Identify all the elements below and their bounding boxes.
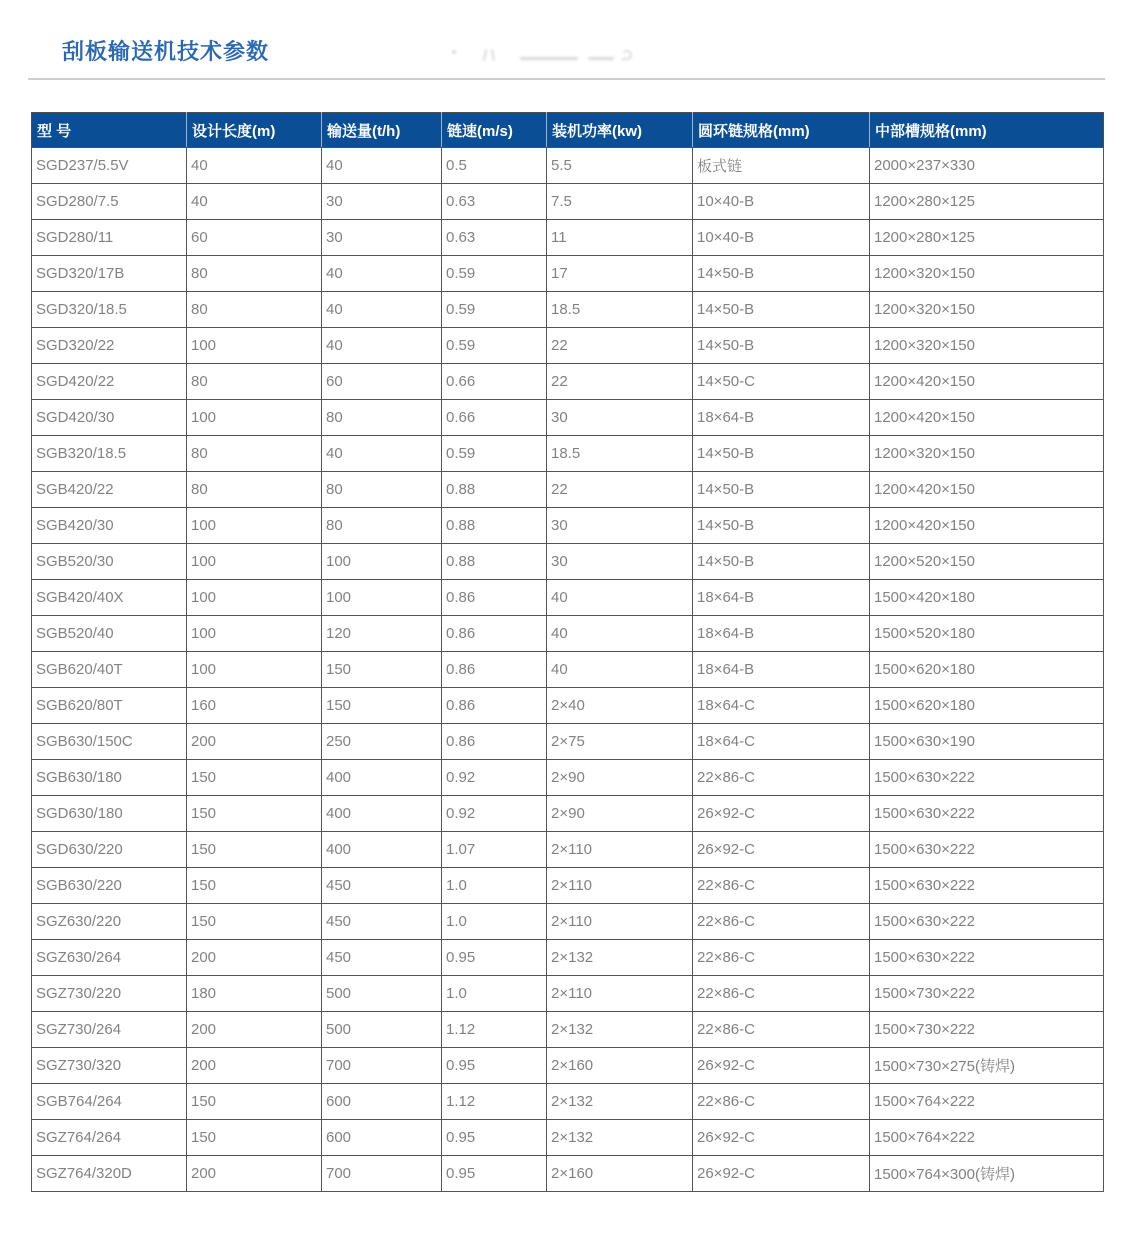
value-cell: 60 <box>187 220 322 256</box>
value-cell: 180 <box>187 976 322 1012</box>
value-cell: 100 <box>187 508 322 544</box>
value-cell: 1200×280×125 <box>870 184 1104 220</box>
value-cell: 1500×630×222 <box>870 796 1104 832</box>
value-cell: 0.86 <box>442 652 547 688</box>
value-cell: 1500×630×222 <box>870 868 1104 904</box>
value-cell: 1200×420×150 <box>870 400 1104 436</box>
value-cell: 22×86-C <box>693 868 870 904</box>
value-cell: 14×50-B <box>693 256 870 292</box>
value-cell: 板式链 <box>693 148 870 184</box>
value-cell: 40 <box>322 256 442 292</box>
value-cell: 60 <box>322 364 442 400</box>
value-cell: 18.5 <box>547 436 693 472</box>
value-cell: 22×86-C <box>693 1084 870 1120</box>
value-cell: 0.92 <box>442 760 547 796</box>
value-cell: 40 <box>547 616 693 652</box>
value-cell: 80 <box>322 508 442 544</box>
table-row <box>32 292 1104 328</box>
value-cell: 1200×320×150 <box>870 292 1104 328</box>
value-cell: 26×92-C <box>693 1048 870 1084</box>
value-cell: 250 <box>322 724 442 760</box>
value-cell: 1500×764×222 <box>870 1120 1104 1156</box>
value-cell: 2×110 <box>547 832 693 868</box>
value-cell: 2×75 <box>547 724 693 760</box>
value-cell: 26×92-C <box>693 832 870 868</box>
value-cell: 1.0 <box>442 868 547 904</box>
value-cell: 80 <box>187 436 322 472</box>
model-cell: SGB620/40T <box>32 652 187 688</box>
value-cell: 22 <box>547 328 693 364</box>
table-row <box>32 328 1104 364</box>
table-row <box>32 868 1104 904</box>
value-cell: 80 <box>187 256 322 292</box>
value-cell: 1500×730×222 <box>870 1012 1104 1048</box>
value-cell: 2×110 <box>547 904 693 940</box>
value-cell: 400 <box>322 832 442 868</box>
value-cell: 120 <box>322 616 442 652</box>
value-cell: 26×92-C <box>693 1120 870 1156</box>
table-row <box>32 1084 1104 1120</box>
value-cell: 0.59 <box>442 328 547 364</box>
value-cell: 100 <box>187 400 322 436</box>
value-cell: 2×110 <box>547 976 693 1012</box>
model-cell: SGB320/18.5 <box>32 436 187 472</box>
value-cell: 30 <box>322 184 442 220</box>
table-row <box>32 220 1104 256</box>
value-cell: 18×64-C <box>693 688 870 724</box>
value-cell: 1500×520×180 <box>870 616 1104 652</box>
value-cell: 14×50-C <box>693 364 870 400</box>
model-cell: SGZ630/220 <box>32 904 187 940</box>
table-row <box>32 940 1104 976</box>
value-cell: 22×86-C <box>693 976 870 1012</box>
value-cell: 10×40-B <box>693 220 870 256</box>
value-cell: 150 <box>322 688 442 724</box>
column-header-4: 装机功率(kw) <box>547 113 693 148</box>
value-cell: 2×40 <box>547 688 693 724</box>
value-cell: 0.59 <box>442 292 547 328</box>
column-header-3: 链速(m/s) <box>442 113 547 148</box>
value-cell: 2×132 <box>547 1120 693 1156</box>
value-cell: 1.12 <box>442 1084 547 1120</box>
value-cell: 0.86 <box>442 724 547 760</box>
model-cell: SGB620/80T <box>32 688 187 724</box>
value-cell: 2×160 <box>547 1048 693 1084</box>
value-cell: 1200×320×150 <box>870 436 1104 472</box>
value-cell: 1500×630×222 <box>870 832 1104 868</box>
model-cell: SGZ630/264 <box>32 940 187 976</box>
value-cell: 80 <box>322 400 442 436</box>
model-cell: SGD320/22 <box>32 328 187 364</box>
title-divider <box>28 78 1105 80</box>
column-header-0: 型 号 <box>32 113 187 148</box>
value-cell: 0.66 <box>442 400 547 436</box>
column-header-2: 输送量(t/h) <box>322 113 442 148</box>
value-cell: 200 <box>187 724 322 760</box>
value-cell: 40 <box>322 292 442 328</box>
model-cell: SGB630/150C <box>32 724 187 760</box>
value-cell: 0.95 <box>442 1120 547 1156</box>
table-row <box>32 724 1104 760</box>
value-cell: 18×64-C <box>693 724 870 760</box>
value-cell: 18×64-B <box>693 616 870 652</box>
value-cell: 14×50-B <box>693 544 870 580</box>
value-cell: 7.5 <box>547 184 693 220</box>
value-cell: 22×86-C <box>693 1012 870 1048</box>
value-cell: 30 <box>322 220 442 256</box>
value-cell: 1500×630×190 <box>870 724 1104 760</box>
page-title: 刮板输送机技术参数 <box>62 39 270 64</box>
value-cell: 0.59 <box>442 436 547 472</box>
value-cell: 0.59 <box>442 256 547 292</box>
model-cell: SGB520/40 <box>32 616 187 652</box>
spec-table-head <box>32 113 1104 148</box>
column-header-1: 设计长度(m) <box>187 113 322 148</box>
title-bar <box>0 0 1137 78</box>
value-cell: 0.95 <box>442 1048 547 1084</box>
value-cell: 40 <box>322 148 442 184</box>
value-cell: 30 <box>547 508 693 544</box>
model-cell: SGZ730/320 <box>32 1048 187 1084</box>
value-cell: 1.0 <box>442 976 547 1012</box>
spec-table-body <box>32 148 1104 1192</box>
model-cell: SGD630/180 <box>32 796 187 832</box>
value-cell: 1500×730×222 <box>870 976 1104 1012</box>
value-cell: 600 <box>322 1120 442 1156</box>
model-cell: SGZ730/220 <box>32 976 187 1012</box>
model-cell: SGD320/17B <box>32 256 187 292</box>
value-cell: 10×40-B <box>693 184 870 220</box>
value-cell: 1500×730×275(铸焊) <box>870 1048 1104 1084</box>
value-cell: 22 <box>547 472 693 508</box>
table-row <box>32 1156 1104 1192</box>
table-row <box>32 184 1104 220</box>
value-cell: 450 <box>322 904 442 940</box>
value-cell: 30 <box>547 400 693 436</box>
table-row <box>32 400 1104 436</box>
header-row <box>32 113 1104 148</box>
value-cell: 400 <box>322 760 442 796</box>
model-cell: SGD420/22 <box>32 364 187 400</box>
table-row <box>32 148 1104 184</box>
value-cell: 150 <box>322 652 442 688</box>
value-cell: 200 <box>187 1012 322 1048</box>
table-row <box>32 1012 1104 1048</box>
value-cell: 100 <box>187 652 322 688</box>
value-cell: 14×50-B <box>693 508 870 544</box>
value-cell: 100 <box>187 580 322 616</box>
value-cell: 200 <box>187 1048 322 1084</box>
value-cell: 0.95 <box>442 940 547 976</box>
table-row <box>32 472 1104 508</box>
value-cell: 1.07 <box>442 832 547 868</box>
value-cell: 150 <box>187 1084 322 1120</box>
value-cell: 0.63 <box>442 184 547 220</box>
value-cell: 26×92-C <box>693 796 870 832</box>
model-cell: SGZ730/264 <box>32 1012 187 1048</box>
value-cell: 26×92-C <box>693 1156 870 1192</box>
value-cell: 2×132 <box>547 1084 693 1120</box>
table-row <box>32 796 1104 832</box>
value-cell: 14×50-B <box>693 472 870 508</box>
value-cell: 700 <box>322 1156 442 1192</box>
value-cell: 22 <box>547 364 693 400</box>
value-cell: 5.5 <box>547 148 693 184</box>
value-cell: 100 <box>187 616 322 652</box>
table-row <box>32 688 1104 724</box>
column-header-6: 中部槽规格(mm) <box>870 113 1104 148</box>
value-cell: 0.88 <box>442 544 547 580</box>
value-cell: 1500×764×300(铸焊) <box>870 1156 1104 1192</box>
value-cell: 22×86-C <box>693 760 870 796</box>
value-cell: 2×90 <box>547 796 693 832</box>
value-cell: 40 <box>547 652 693 688</box>
value-cell: 40 <box>187 148 322 184</box>
model-cell: SGD420/30 <box>32 400 187 436</box>
value-cell: 11 <box>547 220 693 256</box>
value-cell: 18.5 <box>547 292 693 328</box>
value-cell: 200 <box>187 1156 322 1192</box>
value-cell: 1500×630×222 <box>870 760 1104 796</box>
value-cell: 14×50-B <box>693 328 870 364</box>
table-row <box>32 1048 1104 1084</box>
value-cell: 150 <box>187 796 322 832</box>
value-cell: 0.95 <box>442 1156 547 1192</box>
value-cell: 80 <box>187 364 322 400</box>
model-cell: SGB520/30 <box>32 544 187 580</box>
value-cell: 2×160 <box>547 1156 693 1192</box>
value-cell: 150 <box>187 760 322 796</box>
value-cell: 14×50-B <box>693 436 870 472</box>
value-cell: 150 <box>187 1120 322 1156</box>
value-cell: 500 <box>322 1012 442 1048</box>
value-cell: 2×132 <box>547 940 693 976</box>
spec-table <box>31 112 1104 1192</box>
value-cell: 0.86 <box>442 580 547 616</box>
table-row <box>32 976 1104 1012</box>
value-cell: 1500×620×180 <box>870 652 1104 688</box>
value-cell: 150 <box>187 868 322 904</box>
value-cell: 1500×630×222 <box>870 904 1104 940</box>
table-row <box>32 364 1104 400</box>
value-cell: 1200×320×150 <box>870 256 1104 292</box>
value-cell: 1500×620×180 <box>870 688 1104 724</box>
value-cell: 450 <box>322 868 442 904</box>
table-row <box>32 256 1104 292</box>
value-cell: 1200×280×125 <box>870 220 1104 256</box>
table-row <box>32 616 1104 652</box>
value-cell: 700 <box>322 1048 442 1084</box>
value-cell: 160 <box>187 688 322 724</box>
value-cell: 0.86 <box>442 688 547 724</box>
value-cell: 14×50-B <box>693 292 870 328</box>
value-cell: 1200×420×150 <box>870 508 1104 544</box>
column-header-5: 圆环链规格(mm) <box>693 113 870 148</box>
value-cell: 22×86-C <box>693 940 870 976</box>
value-cell: 40 <box>187 184 322 220</box>
value-cell: 100 <box>322 580 442 616</box>
value-cell: 2000×237×330 <box>870 148 1104 184</box>
table-row <box>32 760 1104 796</box>
value-cell: 500 <box>322 976 442 1012</box>
value-cell: 22×86-C <box>693 904 870 940</box>
model-cell: SGB630/180 <box>32 760 187 796</box>
value-cell: 40 <box>322 436 442 472</box>
table-row <box>32 904 1104 940</box>
value-cell: 40 <box>547 580 693 616</box>
value-cell: 2×110 <box>547 868 693 904</box>
model-cell: SGB764/264 <box>32 1084 187 1120</box>
value-cell: 40 <box>322 328 442 364</box>
value-cell: 0.63 <box>442 220 547 256</box>
value-cell: 1200×420×150 <box>870 364 1104 400</box>
value-cell: 600 <box>322 1084 442 1120</box>
value-cell: 0.86 <box>442 616 547 652</box>
value-cell: 1200×520×150 <box>870 544 1104 580</box>
table-row <box>32 580 1104 616</box>
value-cell: 18×64-B <box>693 400 870 436</box>
table-row <box>32 436 1104 472</box>
value-cell: 80 <box>187 292 322 328</box>
table-row <box>32 652 1104 688</box>
faint-watermark-marks <box>452 46 632 64</box>
value-cell: 1500×764×222 <box>870 1084 1104 1120</box>
value-cell: 450 <box>322 940 442 976</box>
value-cell: 2×90 <box>547 760 693 796</box>
value-cell: 1.12 <box>442 1012 547 1048</box>
value-cell: 400 <box>322 796 442 832</box>
model-cell: SGB630/220 <box>32 868 187 904</box>
value-cell: 2×132 <box>547 1012 693 1048</box>
value-cell: 0.88 <box>442 472 547 508</box>
value-cell: 150 <box>187 832 322 868</box>
value-cell: 0.92 <box>442 796 547 832</box>
value-cell: 1500×630×222 <box>870 940 1104 976</box>
model-cell: SGD237/5.5V <box>32 148 187 184</box>
table-row <box>32 544 1104 580</box>
model-cell: SGZ764/320D <box>32 1156 187 1192</box>
value-cell: 1200×320×150 <box>870 328 1104 364</box>
value-cell: 17 <box>547 256 693 292</box>
value-cell: 200 <box>187 940 322 976</box>
value-cell: 0.5 <box>442 148 547 184</box>
value-cell: 0.66 <box>442 364 547 400</box>
value-cell: 0.88 <box>442 508 547 544</box>
model-cell: SGD630/220 <box>32 832 187 868</box>
value-cell: 1500×420×180 <box>870 580 1104 616</box>
value-cell: 100 <box>187 328 322 364</box>
model-cell: SGB420/40X <box>32 580 187 616</box>
value-cell: 18×64-B <box>693 580 870 616</box>
model-cell: SGB420/22 <box>32 472 187 508</box>
table-row <box>32 832 1104 868</box>
value-cell: 1200×420×150 <box>870 472 1104 508</box>
value-cell: 18×64-B <box>693 652 870 688</box>
value-cell: 80 <box>322 472 442 508</box>
model-cell: SGD280/7.5 <box>32 184 187 220</box>
table-row <box>32 508 1104 544</box>
value-cell: 30 <box>547 544 693 580</box>
table-row <box>32 1120 1104 1156</box>
model-cell: SGD280/11 <box>32 220 187 256</box>
value-cell: 100 <box>322 544 442 580</box>
value-cell: 80 <box>187 472 322 508</box>
model-cell: SGD320/18.5 <box>32 292 187 328</box>
value-cell: 150 <box>187 904 322 940</box>
model-cell: SGB420/30 <box>32 508 187 544</box>
value-cell: 100 <box>187 544 322 580</box>
model-cell: SGZ764/264 <box>32 1120 187 1156</box>
value-cell: 1.0 <box>442 904 547 940</box>
